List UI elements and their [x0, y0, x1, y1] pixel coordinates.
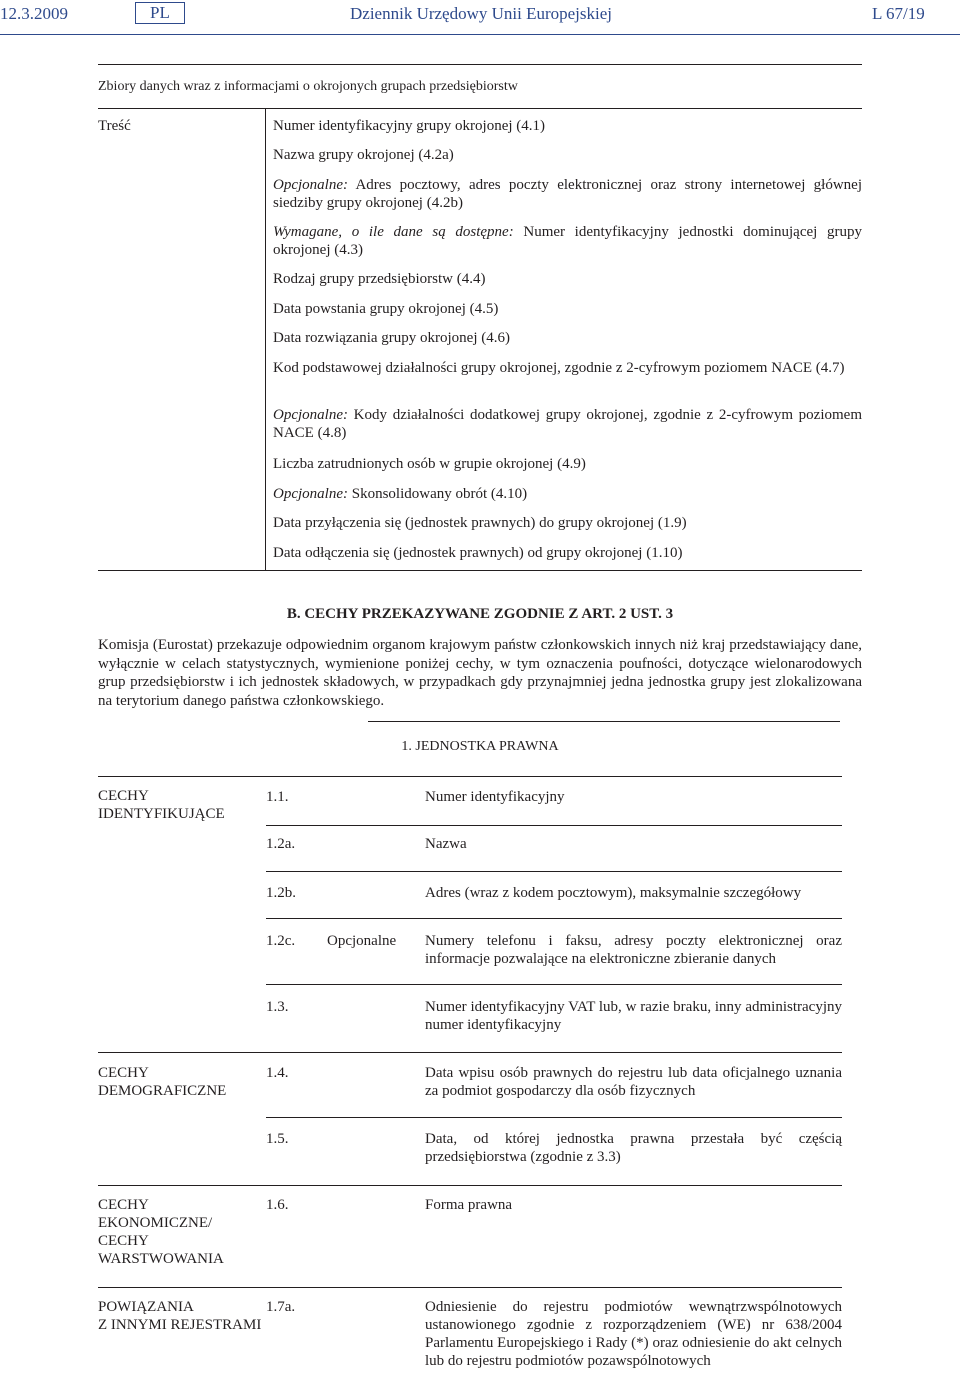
group-rule: [98, 776, 842, 777]
group-rule: [98, 1287, 842, 1288]
row-description: Forma prawna: [425, 1197, 513, 1213]
row-code: 1.5.: [266, 1131, 289, 1147]
row-description: Data wpisu osób prawnych do rejestru lub data oficjalnego uznania za podmiot gospodarczy dla osób fizycznych: [425, 1065, 842, 1099]
content-item: Numer identyfikacyjny grupy okrojonej (4.1): [273, 118, 546, 134]
row-description: Data, od której jednostka prawna przestała być częścią przedsiębiorstwa (zgodnie z 3.3): [425, 1131, 842, 1165]
row-optional-flag: Opcjonalne: [327, 933, 397, 949]
subsection-rule: [368, 721, 840, 722]
row-code: 1.3.: [266, 999, 289, 1015]
row-description: Odniesienie do rejestru podmiotów wewnątrzwspólnotowych ustanowionego zgodnie z rozporządzeniem (WE) nr 638/2004 Parlamentu Europejskiego i Rady (*) oraz odniesienie do akt celnych lub do rejestru podmiotów pozawspólnotowych: [425, 1299, 842, 1369]
table-column-divider: [265, 108, 266, 570]
content-item: Liczba zatrudnionych osób w grupie okrojonej (4.9): [273, 456, 586, 472]
content-item: Data powstania grupy okrojonej (4.5): [273, 301, 499, 317]
section-b-paragraph: Komisja (Eurostat) przekazuje odpowiednim organom krajowym państw członkowskich innych niż kraj przedstawiający dane, wyłącznie w celach statystycznych, wymienione poniżej cechy, w tym oznaczenia poufności, dotyczące wielonarodowych grup przedsiębiorstw i ich jednostek składowych, w przypadkach gdy przynajmniej jedna jednostka grupy jest zlokalizowana na terytorium danego państwa członkowskiego.: [98, 637, 862, 709]
section-b-title: B. CECHY PRZEKAZYWANE ZGODNIE Z ART. 2 UST. 3: [286, 606, 674, 622]
group-label-registers: POWIĄZANIA Z INNYMI REJESTRAMI: [98, 1299, 262, 1333]
row-rule: [266, 1117, 842, 1118]
publication-date: 12.3.2009: [0, 4, 68, 23]
row-code: 1.4.: [266, 1065, 289, 1081]
row-description: Numery telefonu i faksu, adresy poczty elektronicznej oraz informacje pozwalające na elektroniczne zbieranie danych: [425, 933, 842, 967]
table-top-rule: [98, 64, 862, 65]
row-description: Nazwa: [425, 836, 467, 852]
row-description: Numer identyfikacyjny: [425, 789, 565, 805]
content-label: Treść: [98, 118, 131, 134]
journal-title: Dziennik Urzędowy Unii Europejskiej: [350, 4, 613, 23]
content-item: Opcjonalne: Kody działalności dodatkowej grupy okrojonej, zgodnie z 2-cyfrowym poziomem NACE (4.8): [273, 407, 862, 441]
row-description: Adres (wraz z kodem pocztowym), maksymalnie szczegółowy: [425, 885, 802, 901]
group-rule: [98, 1185, 842, 1186]
row-code: 1.2a.: [266, 836, 296, 852]
row-code: 1.2b.: [266, 885, 296, 901]
row-rule: [266, 918, 842, 919]
row-code: 1.2c.: [266, 933, 296, 949]
row-rule: [266, 984, 842, 985]
language-badge: PL: [135, 2, 185, 24]
group-rule: [98, 1052, 842, 1053]
table-bottom-rule: [98, 570, 862, 571]
content-item: Wymagane, o ile dane są dostępne: Numer identyfikacyjny jednostki dominującej grupy okrojonej (4.3): [273, 224, 862, 258]
table-header-rule: [98, 108, 862, 109]
dataset-title: Zbiory danych wraz z informacjami o okrojonych grupach przedsiębiorstw: [98, 79, 518, 94]
content-item: Nazwa grupy okrojonej (4.2a): [273, 147, 454, 163]
content-item: Opcjonalne: Adres pocztowy, adres poczty elektronicznej oraz strony internetowej głównej siedziby grupy okrojonej (4.2b): [273, 177, 862, 211]
row-code: 1.7a.: [266, 1299, 296, 1315]
row-code: 1.1.: [266, 789, 289, 805]
content-item: Data odłączenia się (jednostek prawnych) od grupy okrojonej (1.10): [273, 545, 683, 561]
group-label-economic: CECHY EKONOMICZNE/ CECHY WARSTWOWANIA: [98, 1197, 224, 1267]
group-label-identifying: CECHY IDENTYFIKUJĄCE: [98, 788, 225, 822]
content-item: Data przyłączenia się (jednostek prawnych) do grupy okrojonej (1.9): [273, 515, 687, 531]
row-rule: [266, 871, 842, 872]
subsection-title: 1. JEDNOSTKA PRAWNA: [401, 739, 559, 754]
row-code: 1.6.: [266, 1197, 289, 1213]
group-label-demographic: CECHY DEMOGRAFICZNE: [98, 1065, 227, 1099]
row-rule: [266, 825, 842, 826]
content-item: Kod podstawowej działalności grupy okrojonej, zgodnie z 2-cyfrowym poziomem NACE (4.7): [273, 360, 845, 376]
content-item: Data rozwiązania grupy okrojonej (4.6): [273, 330, 510, 346]
content-item: Opcjonalne: Skonsolidowany obrót (4.10): [273, 486, 528, 502]
page-header: [0, 0, 960, 34]
page-number: L 67/19: [872, 4, 925, 23]
header-rule: [0, 34, 960, 35]
row-description: Numer identyfikacyjny VAT lub, w razie braku, inny administracyjny numer identyfikacyjny: [425, 999, 842, 1033]
content-item: Rodzaj grupy przedsiębiorstw (4.4): [273, 271, 486, 287]
